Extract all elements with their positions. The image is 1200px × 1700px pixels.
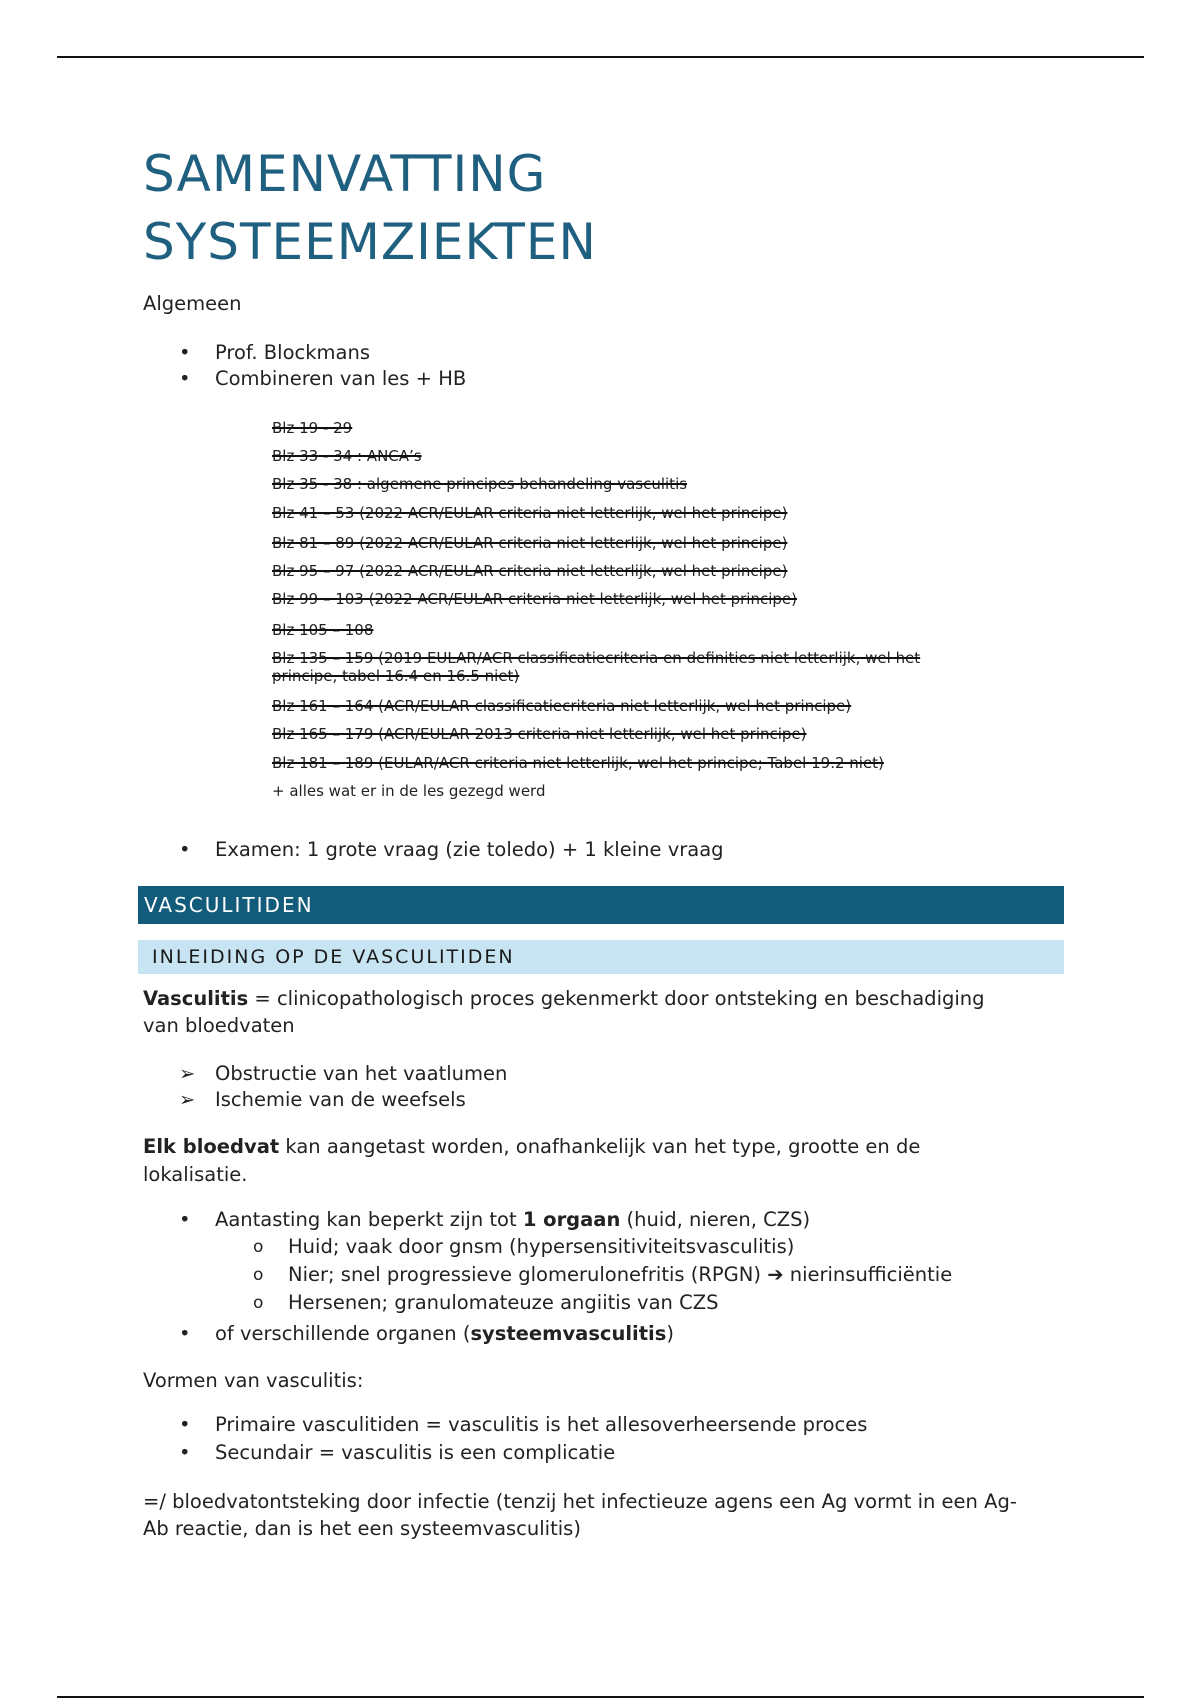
bullet-prof: Prof. Blockmans — [215, 341, 370, 364]
ref-item: Blz 81 – 89 (2022 ACR/EULAR criteria niet letterlijk, wel het principe) — [272, 534, 788, 552]
circle-bullet-icon: o — [253, 1237, 264, 1257]
ref-item: Blz 19 - 29 — [272, 419, 353, 437]
bullet-icon: • — [179, 367, 191, 390]
bullet-combineren: Combineren van les + HB — [215, 367, 467, 390]
footer-rule — [57, 1696, 1144, 1698]
ref-item: Blz 95 – 97 (2022 ACR/EULAR criteria niet letterlijk, wel het principe) — [272, 562, 788, 580]
bullet-icon: • — [179, 1208, 191, 1231]
vasculitis-term: Vasculitis — [143, 987, 249, 1010]
infectie-paragraph: =/ bloedvatontsteking door infectie (tenzij het infectieuze agens een Ag vormt in een Ag- — [143, 1490, 1017, 1513]
ref-item: Blz 35 - 38 : algemene principes behandeling vasculitis — [272, 475, 688, 493]
vormen-label: Vormen van vasculitis: — [143, 1369, 364, 1392]
bullet-icon: • — [179, 1413, 191, 1436]
arrow-item-ischemie: Ischemie van de weefsels — [215, 1088, 466, 1111]
arrow-item-obstructie: Obstructie van het vaatlumen — [215, 1062, 508, 1085]
bullet-organen: of verschillende organen (systeemvasculitis) — [215, 1322, 674, 1345]
header-rule — [57, 56, 1144, 58]
ref-item: Blz 105 – 108 — [272, 621, 374, 639]
ref-item: Blz 181 – 189 (EULAR/ACR criteria niet letterlijk, wel het principe; Tabel 19.2 niet) — [272, 754, 884, 772]
subsection-heading-inleiding: INLEIDING OP DE VASCULITIDEN — [138, 940, 1064, 974]
infectie-paragraph-line2: Ab reactie, dan is het een systeemvasculitis) — [143, 1517, 581, 1540]
arrow-bullet-icon: ➢ — [179, 1062, 196, 1085]
ref-item: Blz 165 – 179 (ACR/EULAR 2013 criteria niet letterlijk, wel het principe) — [272, 725, 807, 743]
circle-bullet-icon: o — [253, 1293, 264, 1313]
algemeen-label: Algemeen — [143, 292, 242, 315]
title-line-2: SYSTEEMZIEKTEN — [143, 213, 597, 271]
circle-bullet-icon: o — [253, 1265, 264, 1285]
sub-item-nier: Nier; snel progressieve glomerulonefritis (RPGN) ➔ nierinsufficiëntie — [288, 1263, 953, 1286]
bullet-icon: • — [179, 1441, 191, 1464]
bullet-secundair: Secundair = vasculitis is een complicatie — [215, 1441, 616, 1464]
vasculitis-definition: Vasculitis = clinicopathologisch proces gekenmerkt door ontsteking en beschadiging — [143, 987, 985, 1010]
elk-bloedvat-term: Elk bloedvat — [143, 1135, 280, 1158]
vasculitis-definition-line2: van bloedvaten — [143, 1014, 295, 1037]
title-line-1: SAMENVATTING — [143, 145, 547, 203]
ref-item: Blz 161 – 164 (ACR/EULAR classificatiecriteria niet letterlijk, wel het principe) — [272, 697, 852, 715]
bullet-examen: Examen: 1 grote vraag (zie toledo) + 1 kleine vraag — [215, 838, 724, 861]
bullet-icon: • — [179, 341, 191, 364]
bullet-primaire: Primaire vasculitiden = vasculitis is het allesoverheersende proces — [215, 1413, 868, 1436]
ref-note: + alles wat er in de les gezegd werd — [272, 782, 546, 800]
bullet-aantasting: Aantasting kan beperkt zijn tot 1 orgaan (huid, nieren, CZS) — [215, 1208, 811, 1231]
sub-item-hersenen: Hersenen; granulomateuze angiitis van CZS — [288, 1291, 719, 1314]
ref-item: Blz 33 - 34 : ANCA’s — [272, 447, 422, 465]
elk-bloedvat-paragraph: Elk bloedvat kan aangetast worden, onafhankelijk van het type, grootte en de — [143, 1135, 921, 1158]
bullet-icon: • — [179, 838, 191, 861]
sub-item-huid: Huid; vaak door gnsm (hypersensitiviteitsvasculitis) — [288, 1235, 795, 1258]
ref-item: Blz 41 – 53 (2022 ACR/EULAR criteria niet letterlijk, wel het principe) — [272, 504, 788, 522]
ref-item: Blz 135 – 159 (2019 EULAR/ACR classificatiecriteria en definities niet letterlijk, wel het — [272, 649, 921, 667]
ref-item: Blz 99 – 103 (2022 ACR/EULAR criteria niet letterlijk, wel het principe) — [272, 590, 797, 608]
bullet-icon: • — [179, 1322, 191, 1345]
elk-bloedvat-line2: lokalisatie. — [143, 1163, 248, 1186]
document-title — [143, 140, 597, 276]
ref-item: principe, tabel 16.4 en 16.5 niet) — [272, 667, 520, 685]
section-heading-vasculitiden: VASCULITIDEN — [138, 886, 1064, 924]
arrow-bullet-icon: ➢ — [179, 1088, 196, 1111]
